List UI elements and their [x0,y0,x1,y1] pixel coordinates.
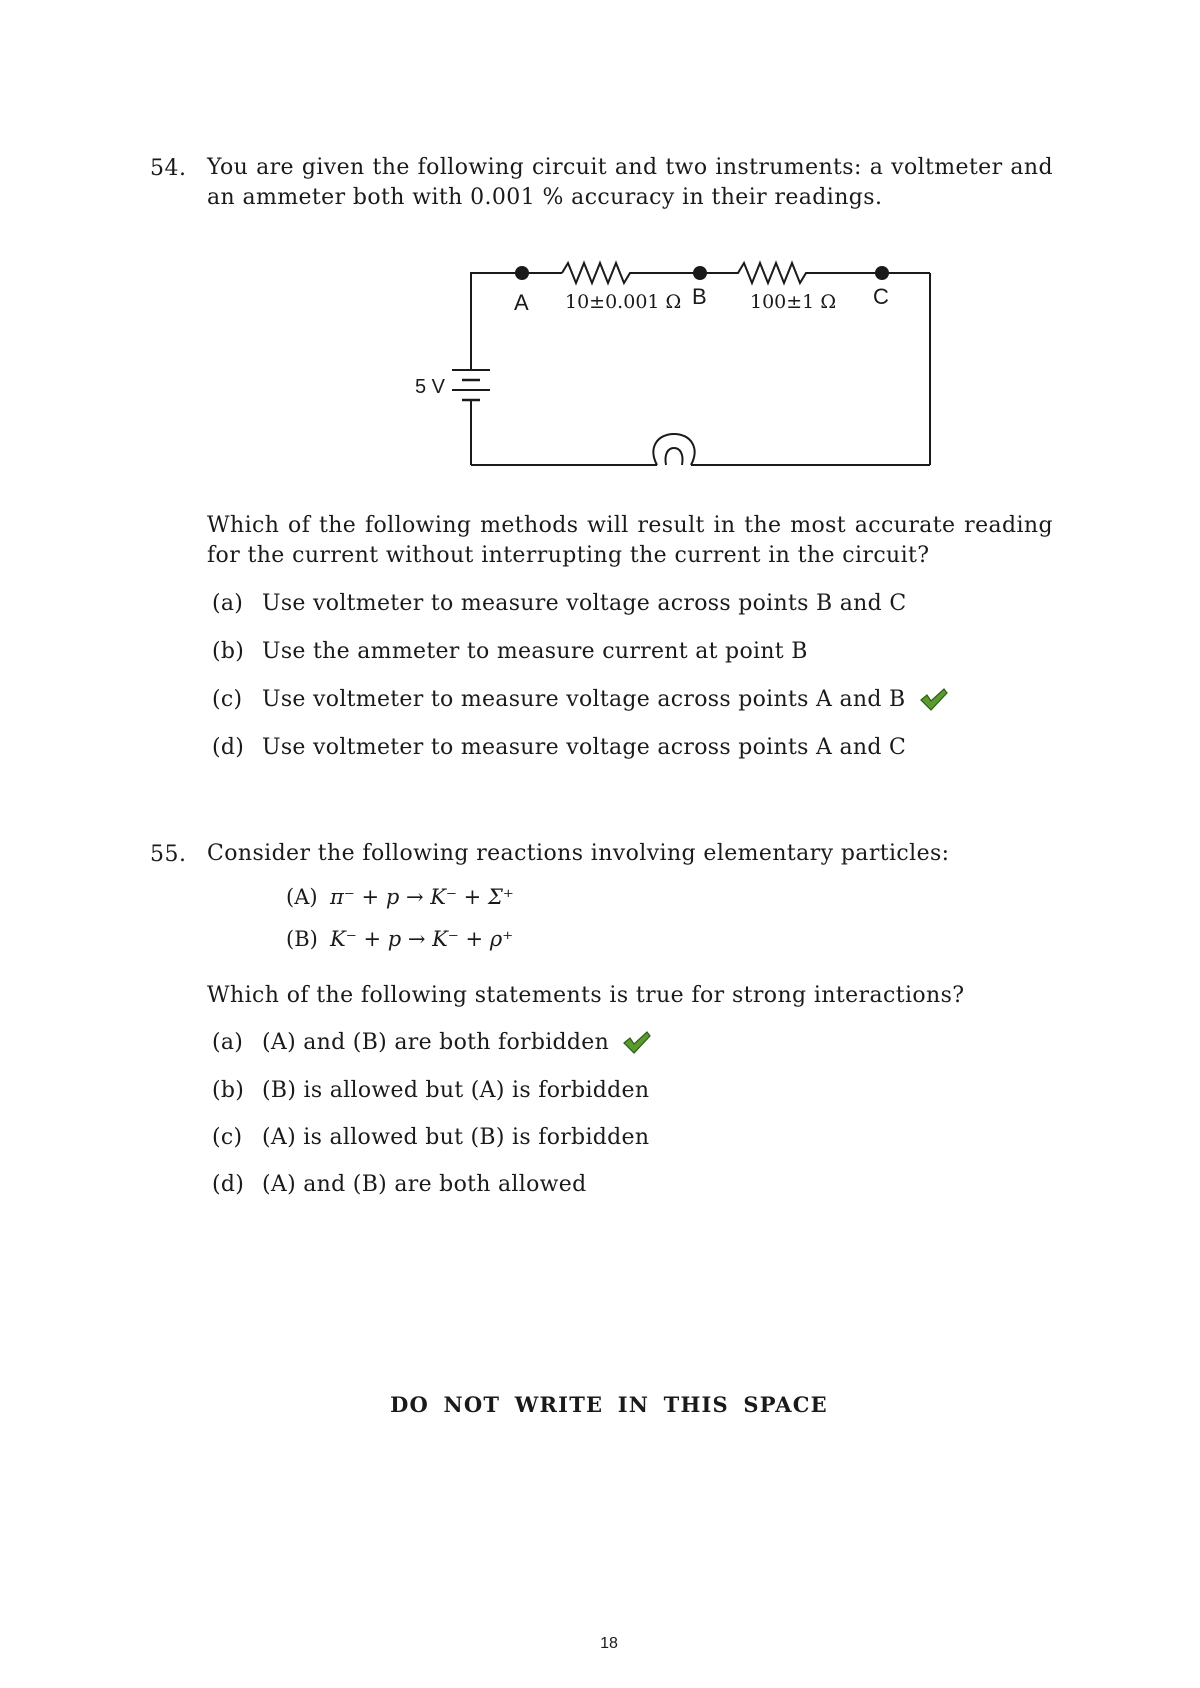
option-label: (c) [212,1125,243,1150]
resistor-bc-icon [700,263,882,283]
q54-option-c[interactable] [212,687,949,713]
page-number: 18 [600,1635,618,1652]
node-b [693,266,707,280]
option-text: Use voltmeter to measure voltage across points A and B [262,687,906,712]
option-text: (A) and (B) are both allowed [262,1172,587,1197]
node-c-label: C [873,284,889,309]
option-label: (d) [212,1172,245,1197]
node-c [875,266,889,280]
q55-option-d[interactable] [212,1172,586,1197]
q54-option-b[interactable] [212,639,808,664]
checkmark-icon [622,1030,652,1056]
reaction-equation: K⁻ + p → K⁻ + ρ⁺ [330,927,514,951]
circuit-diagram [380,250,940,475]
q55-option-a[interactable] [212,1030,652,1056]
reaction-equation: π⁻ + p → K⁻ + Σ⁺ [330,885,514,909]
option-label: (c) [212,687,243,712]
q55-option-c[interactable] [212,1125,649,1150]
battery-label: 5 V [415,376,446,398]
question-55-number: 55. [150,842,187,867]
do-not-write-note: DO NOT WRITE IN THIS SPACE [390,1392,828,1417]
option-text: Use the ammeter to measure current at point B [262,639,808,664]
node-b-label: B [692,284,707,309]
option-text: Use voltmeter to measure voltage across points B and C [262,591,907,616]
option-text: (A) is allowed but (B) is forbidden [262,1125,650,1150]
question-54-stem: You are given the following circuit and two instruments: a voltmeter and an ammeter both with 0.001 % accuracy in their readings. [207,155,1053,210]
q55-option-b[interactable] [212,1078,649,1103]
option-label: (b) [212,1078,245,1103]
reaction-a [286,885,514,909]
node-a-label: A [514,290,529,315]
question-55-prompt: Which of the following statements is true for strong interactions? [207,983,965,1008]
resistor-bc-value: 100±1 Ω [750,291,837,313]
reaction-label: (B) [286,927,318,951]
question-54-prompt: Which of the following methods will result in the most accurate reading for the current without interrupting the current in the circuit? [207,513,1053,568]
question-55-stem: Consider the following reactions involving elementary particles: [207,841,950,866]
option-text: (B) is allowed but (A) is forbidden [262,1078,650,1103]
option-text: Use voltmeter to measure voltage across points A and C [262,735,907,760]
q54-option-d[interactable] [212,735,906,760]
battery-icon [452,370,490,410]
resistor-ab-icon [562,263,700,283]
node-a [515,266,529,280]
option-label: (a) [212,591,244,616]
resistor-ab-value: 10±0.001 Ω [565,291,682,313]
reaction-b [286,927,513,951]
question-54-number: 54. [150,156,187,181]
option-label: (d) [212,735,245,760]
checkmark-icon [919,687,949,713]
q54-option-a[interactable] [212,591,906,616]
option-label: (a) [212,1030,244,1055]
option-label: (b) [212,639,245,664]
lamp-icon [653,434,694,465]
option-text: (A) and (B) are both forbidden [262,1030,610,1055]
reaction-label: (A) [286,885,318,909]
